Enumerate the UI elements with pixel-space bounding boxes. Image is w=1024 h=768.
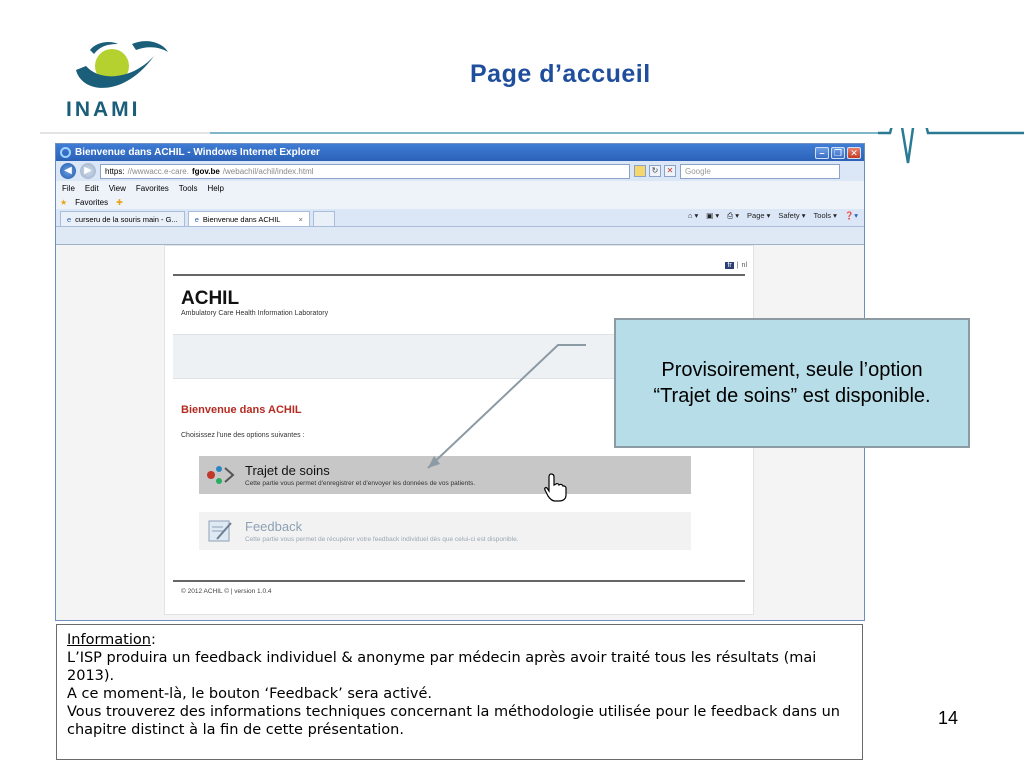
lang-separator: | [736, 262, 739, 269]
feeds-icon[interactable]: ▣ ▾ [706, 211, 720, 220]
window-title: Bienvenue dans ACHIL - Windows Internet Explorer [75, 147, 320, 158]
print-icon[interactable]: ⎙ ▾ [727, 211, 740, 220]
command-bar [688, 211, 858, 221]
option-description: Cette partie vous permet de récupérer votre feedback individuel dès que celui-ci est disponible. [245, 536, 519, 543]
help-icon[interactable]: ❓▾ [844, 211, 858, 220]
menu-tools[interactable]: Tools [178, 183, 198, 193]
tab-google[interactable] [60, 211, 185, 226]
tools-menu[interactable]: Tools ▾ [813, 211, 837, 220]
ie-page-icon: e [67, 214, 72, 224]
forward-icon[interactable]: ▶ [80, 163, 96, 179]
menu-favorites[interactable]: Favorites [135, 183, 169, 193]
tab-label: Bienvenue dans ACHIL [202, 214, 281, 224]
ie-page-icon: e [194, 214, 199, 224]
url-input[interactable] [100, 164, 630, 179]
feedback-icon [205, 519, 235, 543]
tab-close-icon[interactable]: × [298, 214, 303, 224]
tab-achil[interactable] [188, 211, 310, 226]
option-description: Cette partie vous permet d'enregistrer et d'envoyer les données de vos patients. [245, 480, 476, 487]
menu-edit[interactable]: Edit [84, 183, 99, 193]
availability-callout [614, 318, 970, 448]
top-divider [173, 274, 745, 276]
lang-fr[interactable]: fr [727, 262, 732, 269]
info-heading: Information [67, 632, 151, 648]
search-input[interactable]: Google [680, 164, 840, 179]
window-titlebar [56, 144, 864, 161]
choose-text: Choisissez l'une des options suivantes : [181, 432, 305, 439]
logo-text: INAMI [66, 98, 141, 121]
menu-help[interactable]: Help [207, 183, 224, 193]
trajet-de-soins-button[interactable] [199, 456, 691, 494]
brand-subtitle: Ambulatory Care Health Information Laboratory [181, 310, 329, 317]
add-favorite-icon[interactable]: ✚ [116, 197, 123, 207]
info-line: L’ISP produira un feedback individuel & anonyme par médecin après avoir traité tous les résultats (mai 2013). [67, 650, 817, 684]
callout-line-2: “Trajet de soins” est disponible. [653, 385, 931, 407]
info-heading-row [67, 631, 852, 649]
callout-line-1: Provisoirement, seule l’option [661, 359, 923, 381]
info-line: Vous trouverez des informations techniques concernant la méthodologie utilisée pour le feedback dans un chapitre distinct à la fin de cette présentation. [67, 704, 840, 738]
option-title: Trajet de soins [245, 463, 330, 478]
tab-label: curseru de la souris main - G... [75, 214, 178, 224]
menu-view[interactable]: View [108, 183, 126, 193]
tab-bar [56, 209, 864, 227]
favorites-star-icon: ★ [60, 197, 68, 207]
refresh-icon[interactable]: ↻ [649, 165, 661, 177]
close-window-button[interactable]: ✕ [847, 147, 861, 159]
lock-icon[interactable] [634, 165, 646, 177]
ie-icon [60, 147, 71, 158]
option-title: Feedback [245, 519, 303, 534]
welcome-heading: Bienvenue dans ACHIL [181, 404, 302, 416]
favorites-button[interactable]: Favorites [75, 197, 109, 207]
feedback-button[interactable] [199, 512, 691, 550]
minimize-button[interactable]: – [815, 147, 829, 159]
url-prefix: //wwwacc.e-care. [127, 166, 189, 176]
page-menu[interactable]: Page ▾ [747, 211, 771, 220]
menu-bar [56, 181, 864, 195]
language-switch [725, 262, 747, 269]
back-icon[interactable]: ◀ [60, 163, 76, 179]
hand-cursor-icon [544, 472, 568, 502]
info-heading-colon: : [150, 632, 156, 648]
page-footer: © 2012 ACHIL © | version 1.0.4 [181, 588, 272, 595]
page-number: 14 [938, 708, 959, 728]
safety-menu[interactable]: Safety ▾ [778, 211, 806, 220]
stop-icon[interactable]: ✕ [664, 165, 676, 177]
url-scheme: https: [105, 166, 125, 176]
favorites-bar [56, 195, 864, 209]
new-tab-button[interactable] [313, 211, 335, 226]
home-icon[interactable]: ⌂ ▾ [687, 211, 699, 220]
address-bar [56, 161, 864, 181]
restore-button[interactable]: ❐ [831, 147, 845, 159]
lang-nl[interactable]: nl [741, 262, 747, 269]
trajet-icon [205, 463, 235, 487]
menu-file[interactable]: File [62, 183, 75, 193]
information-box [56, 624, 863, 760]
info-line: A ce moment-là, le bouton ‘Feedback’ sera activé. [67, 686, 432, 702]
bottom-divider [173, 580, 745, 582]
url-domain: fgov.be [191, 166, 220, 176]
url-path: /webachil/achil/index.html [222, 166, 314, 176]
brand-title: ACHIL [181, 288, 240, 309]
slide-title: Page d’accueil [470, 60, 651, 88]
